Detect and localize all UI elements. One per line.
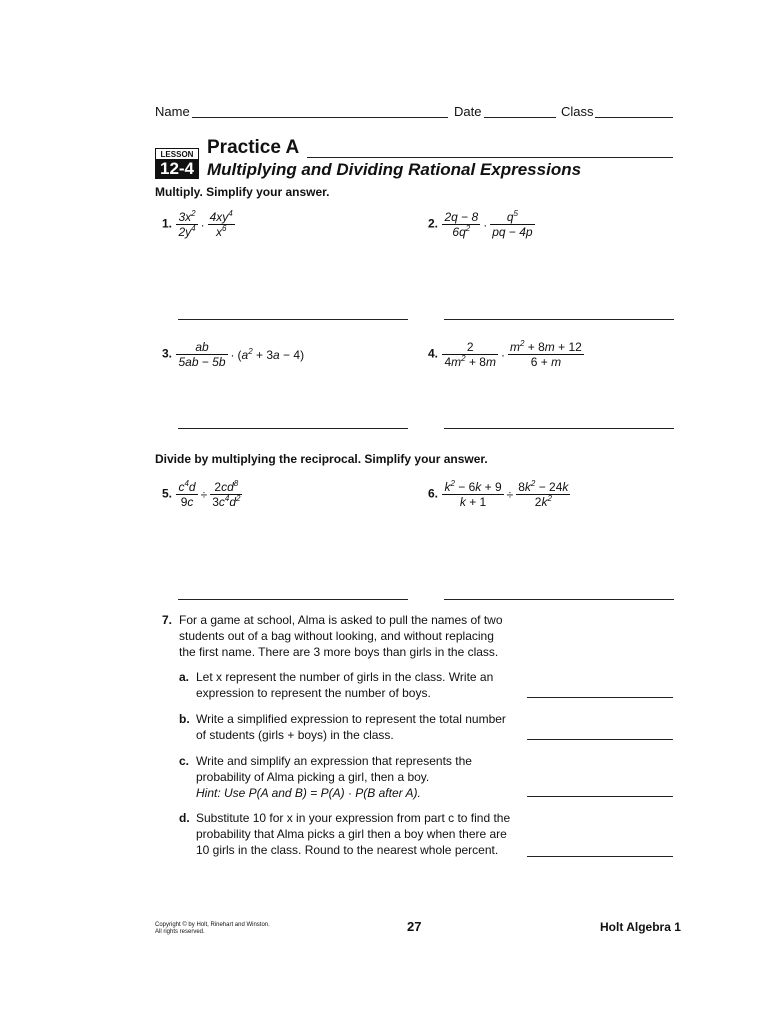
part-text-line: of students (girls + boys) in the class.	[196, 728, 394, 742]
class-field[interactable]	[595, 117, 673, 118]
part-label: b.	[179, 712, 190, 726]
part-text-line: Let x represent the number of girls in the class. Write an	[196, 670, 494, 684]
answer-line-7d[interactable]	[527, 856, 673, 857]
problem-number: 3.	[162, 346, 173, 361]
lesson-number: 12-4	[155, 159, 199, 179]
problem-number: 1.	[162, 216, 173, 231]
part-text-line: probability that Alma picks a girl then a boy when there are	[196, 827, 507, 841]
problem-number: 6.	[428, 486, 439, 501]
answer-line-4[interactable]	[444, 428, 674, 429]
part-text-line: expression to represent the number of boys.	[196, 686, 431, 700]
answer-line-7a[interactable]	[527, 697, 673, 698]
copyright	[155, 922, 270, 936]
class-label: Class	[561, 104, 594, 119]
answer-line-7c[interactable]	[527, 796, 673, 797]
copyright-line: Copyright © by Holt, Rinehart and Winston.	[155, 922, 270, 928]
answer-line-2[interactable]	[444, 319, 674, 320]
problem-number: 5.	[162, 486, 173, 501]
part-text-line: Write a simplified expression to represent the total number	[196, 712, 506, 726]
part-text-line: Write and simplify an expression that represents the	[196, 754, 472, 768]
answer-line-3[interactable]	[178, 428, 408, 429]
problem-5: 5. $\frac{c^4d}{9c}$ ÷ $\frac{2cd^8}{3c^4d^2}$	[162, 479, 241, 509]
answer-line-6[interactable]	[444, 599, 674, 600]
answer-line-5[interactable]	[178, 599, 408, 600]
problem-2: 2. $\frac{2q - 8}{6q^2}$ · $\frac{q^5}{pq - 4p}$	[428, 209, 533, 239]
page-number: 27	[407, 919, 422, 934]
part-text-line: probability of Alma picking a girl, then a boy.	[196, 770, 430, 784]
answer-line-7b[interactable]	[527, 739, 673, 740]
problem-3: 3. $\frac{ab}{5ab - 5b}$ · $(a^2 + 3a - 4)$	[162, 340, 305, 369]
date-field[interactable]	[484, 117, 556, 118]
name-label: Name	[155, 104, 190, 119]
book-title: Holt Algebra 1	[600, 920, 681, 934]
title-rule	[307, 157, 673, 158]
page-subtitle: Multiplying and Dividing Rational Expressions	[207, 160, 582, 179]
problem-text-line: For a game at school, Alma is asked to pull the names of two	[179, 613, 503, 627]
part-text-line: Substitute 10 for x in your expression from part c to find the	[196, 811, 511, 825]
page-title: Practice A	[207, 137, 300, 158]
problem-text-line: students out of a bag without looking, and without replacing	[179, 629, 494, 643]
date-label: Date	[454, 104, 482, 119]
lesson-label: LESSON	[155, 148, 199, 161]
problem-text-line: the first name. There are 3 more boys than girls in the class.	[179, 645, 499, 659]
part-text-line: Hint: Use P(A and B) = P(A) · P(B after A).	[196, 786, 421, 800]
problem-number: 7.	[162, 613, 173, 627]
problem-4: 4. $\frac{2}{4m^2 + 8m}$ · $\frac{m^2 + 8m + 12}{6 + m}$	[428, 339, 582, 369]
name-field[interactable]	[192, 117, 448, 118]
problem-number: 4.	[428, 346, 439, 361]
section2-instruction: Divide by multiplying the reciprocal. Simplify your answer.	[155, 452, 488, 466]
problem-1: 1. $\frac{3x^2}{2y^4}$ · $\frac{4xy^4}{x^6}$	[162, 209, 233, 239]
part-label: c.	[179, 754, 190, 768]
answer-line-1[interactable]	[178, 319, 408, 320]
problem-number: 2.	[428, 216, 439, 231]
problem-6: 6. $\frac{k^2 - 6k + 9}{k + 1}$ ÷ $\frac{8k^2 - 24k}{2k^2}$	[428, 479, 569, 509]
section1-instruction: Multiply. Simplify your answer.	[155, 185, 330, 199]
part-label: d.	[179, 811, 190, 825]
part-label: a.	[179, 670, 190, 684]
part-text-line: 10 girls in the class. Round to the nearest whole percent.	[196, 843, 499, 857]
copyright-line: All rights reserved.	[155, 929, 205, 935]
